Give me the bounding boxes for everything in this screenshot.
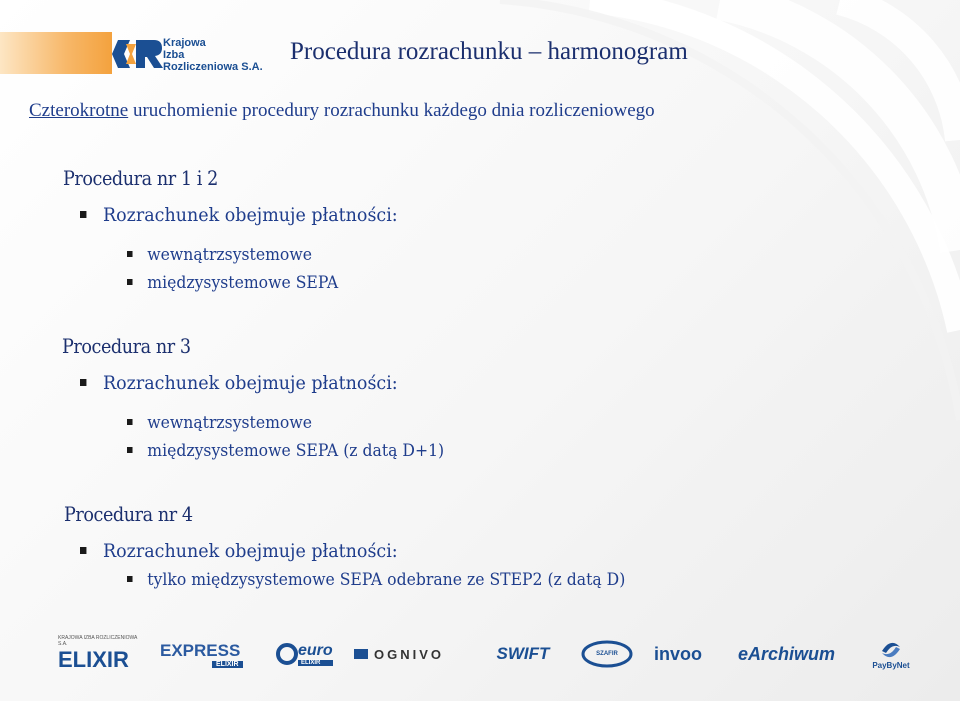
- bullet-text: Rozrachunek obejmuje płatności:: [103, 204, 398, 226]
- header-accent-band: [0, 32, 112, 74]
- elixir-logo: [58, 632, 138, 676]
- square-bullet-icon: [127, 279, 133, 285]
- bullet-text: Rozrachunek obejmuje płatności:: [103, 540, 398, 562]
- paybynet-logo-text: PayByNet: [872, 660, 910, 670]
- subtitle-rest: uruchomienie procedury rozrachunku każdego dnia rozliczeniowego: [128, 100, 655, 121]
- item-text: wewnątrzsystemowe: [147, 413, 312, 433]
- square-bullet-icon: [80, 211, 86, 218]
- section-heading-1: Procedura nr 1 i 2: [63, 166, 218, 190]
- express-logo-sub: ELIXIR: [212, 661, 243, 668]
- section-2-item-1: [127, 413, 312, 433]
- item-text: międzysystemowe SEPA: [147, 273, 339, 293]
- item-text: tylko międzysystemowe SEPA odebrane ze STEP2 (z datą D): [147, 570, 626, 590]
- logo-line-3: Rozliczeniowa S.A.: [163, 61, 263, 73]
- euro-elixir-logo: [276, 632, 336, 676]
- logo-line-1: Krajowa: [163, 37, 206, 49]
- euro-logo-text: euro: [298, 642, 333, 659]
- square-bullet-icon: [80, 547, 86, 554]
- square-bullet-icon: [127, 576, 133, 582]
- earchiwum-logo: [738, 632, 848, 676]
- elixir-logo-caption: KRAJOWA IZBA ROZLICZENIOWA S.A.: [58, 635, 138, 647]
- bullet-text: Rozrachunek obejmuje płatności:: [103, 372, 398, 394]
- section-2-bullet: [80, 372, 398, 394]
- section-2-item-2: [127, 441, 444, 461]
- kir-logo-text: [163, 37, 263, 73]
- invoo-logo-text: invoo: [654, 643, 702, 664]
- swift-logo: [488, 632, 558, 676]
- express-elixir-logo: [160, 632, 255, 676]
- square-bullet-icon: [127, 419, 133, 425]
- invoo-logo: [654, 632, 714, 676]
- szafir-logo: [580, 632, 634, 676]
- section-1-item-1: [127, 245, 312, 265]
- item-text: międzysystemowe SEPA (z datą D+1): [147, 441, 445, 461]
- paybynet-swirl-icon: [878, 639, 904, 661]
- ognivo-logo: [354, 632, 464, 676]
- earchiwum-logo-text: eArchiwum: [738, 643, 836, 664]
- section-heading-3: Procedura nr 4: [64, 502, 193, 526]
- swift-logo-text: SWIFT: [496, 644, 550, 663]
- ognivo-logo-text: OGNIVO: [374, 646, 445, 662]
- section-3-item-1: [127, 570, 625, 590]
- footer-logos: [48, 632, 928, 676]
- euro-logo-sub: ELIXIR: [298, 660, 333, 666]
- section-1-bullet: [80, 204, 398, 226]
- slide-title: Procedura rozrachunku – harmonogram: [290, 38, 688, 65]
- ognivo-mark-icon: [354, 649, 368, 659]
- logo-line-2: Izba: [163, 49, 185, 61]
- slide-subtitle: [29, 100, 655, 122]
- szafir-logo-text: SZAFIR: [596, 651, 618, 657]
- square-bullet-icon: [127, 447, 133, 453]
- section-1-item-2: [127, 273, 338, 293]
- paybynet-logo: [866, 632, 916, 676]
- subtitle-underlined: Czterokrotne: [29, 100, 129, 121]
- express-logo-text: EXPRESS: [160, 640, 241, 660]
- square-bullet-icon: [80, 379, 86, 386]
- section-heading-2: Procedura nr 3: [62, 334, 191, 358]
- elixir-logo-text: ELIXIR: [58, 647, 129, 672]
- euro-swoosh-icon: [276, 643, 298, 665]
- section-3-bullet: [80, 540, 398, 562]
- square-bullet-icon: [127, 251, 133, 257]
- item-text: wewnątrzsystemowe: [147, 245, 312, 265]
